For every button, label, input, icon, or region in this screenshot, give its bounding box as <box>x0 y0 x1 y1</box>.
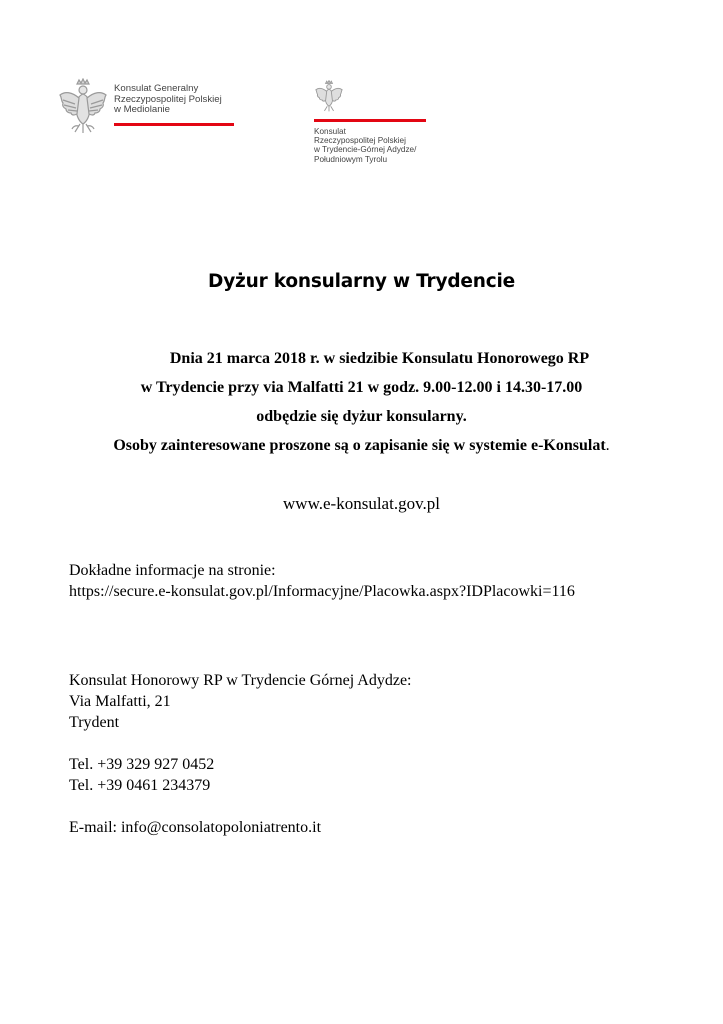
contact-phone: Tel. +39 329 927 0452 <box>69 756 215 773</box>
spacer <box>69 733 412 754</box>
contact-phone: Tel. +39 0461 234379 <box>69 777 211 794</box>
announcement <box>0 344 723 460</box>
contact-name: Konsulat Honorowy RP w Trydencie Górnej Adydze: <box>69 672 412 689</box>
announcement-line-text: Osoby zainteresowane proszone są o zapisanie się w systemie e-Konsulat <box>113 437 606 454</box>
letterhead-line: w Mediolanie <box>114 104 170 116</box>
details-section <box>69 560 575 602</box>
letterhead-line: Południowym Tyrolu <box>314 154 388 164</box>
letterhead-line: w Trydencie-Górnej Adydze/ <box>314 145 417 155</box>
contact-city: Trydent <box>69 714 120 731</box>
letterhead-line: Rzeczypospolitej Polskiej <box>314 136 406 146</box>
letterhead-line: Rzeczypospolitej Polskiej <box>114 93 222 105</box>
contact-street: Via Malfatti, 21 <box>69 693 171 710</box>
announcement-line: Dnia 21 marca 2018 r. w siedzibie Konsulatu Honorowego RP <box>169 350 590 367</box>
letterhead-line: Konsulat <box>314 127 346 136</box>
details-url-link[interactable]: https://secure.e-konsulat.gov.pl/Informacyjne/Placowka.aspx?IDPlacowki=116 <box>69 583 575 600</box>
website-link[interactable]: www.e-konsulat.gov.pl <box>283 494 440 513</box>
announcement-line: odbędzie się dyżur konsularny. <box>256 408 467 425</box>
announcement-line: w Trydencie przy via Malfatti 21 w godz. 9.00-12.00 i 14.30-17.00 <box>140 379 583 396</box>
announcement-line <box>0 431 723 460</box>
letterhead-red-line <box>114 123 234 126</box>
polish-eagle-emblem-icon <box>58 78 108 134</box>
letterhead-line: Konsulat Generalny <box>114 83 199 94</box>
polish-eagle-emblem-icon <box>314 80 344 112</box>
announcement-period: . <box>605 437 610 454</box>
contact-email-link[interactable]: E-mail: info@consolatopoloniatrento.it <box>69 819 322 836</box>
contact-section <box>69 670 412 838</box>
letterhead-red-line <box>314 119 426 122</box>
page-title: Dyżur konsularny w Trydencie <box>208 271 515 292</box>
details-label: Dokładne informacje na stronie: <box>69 562 276 579</box>
spacer <box>69 796 412 817</box>
